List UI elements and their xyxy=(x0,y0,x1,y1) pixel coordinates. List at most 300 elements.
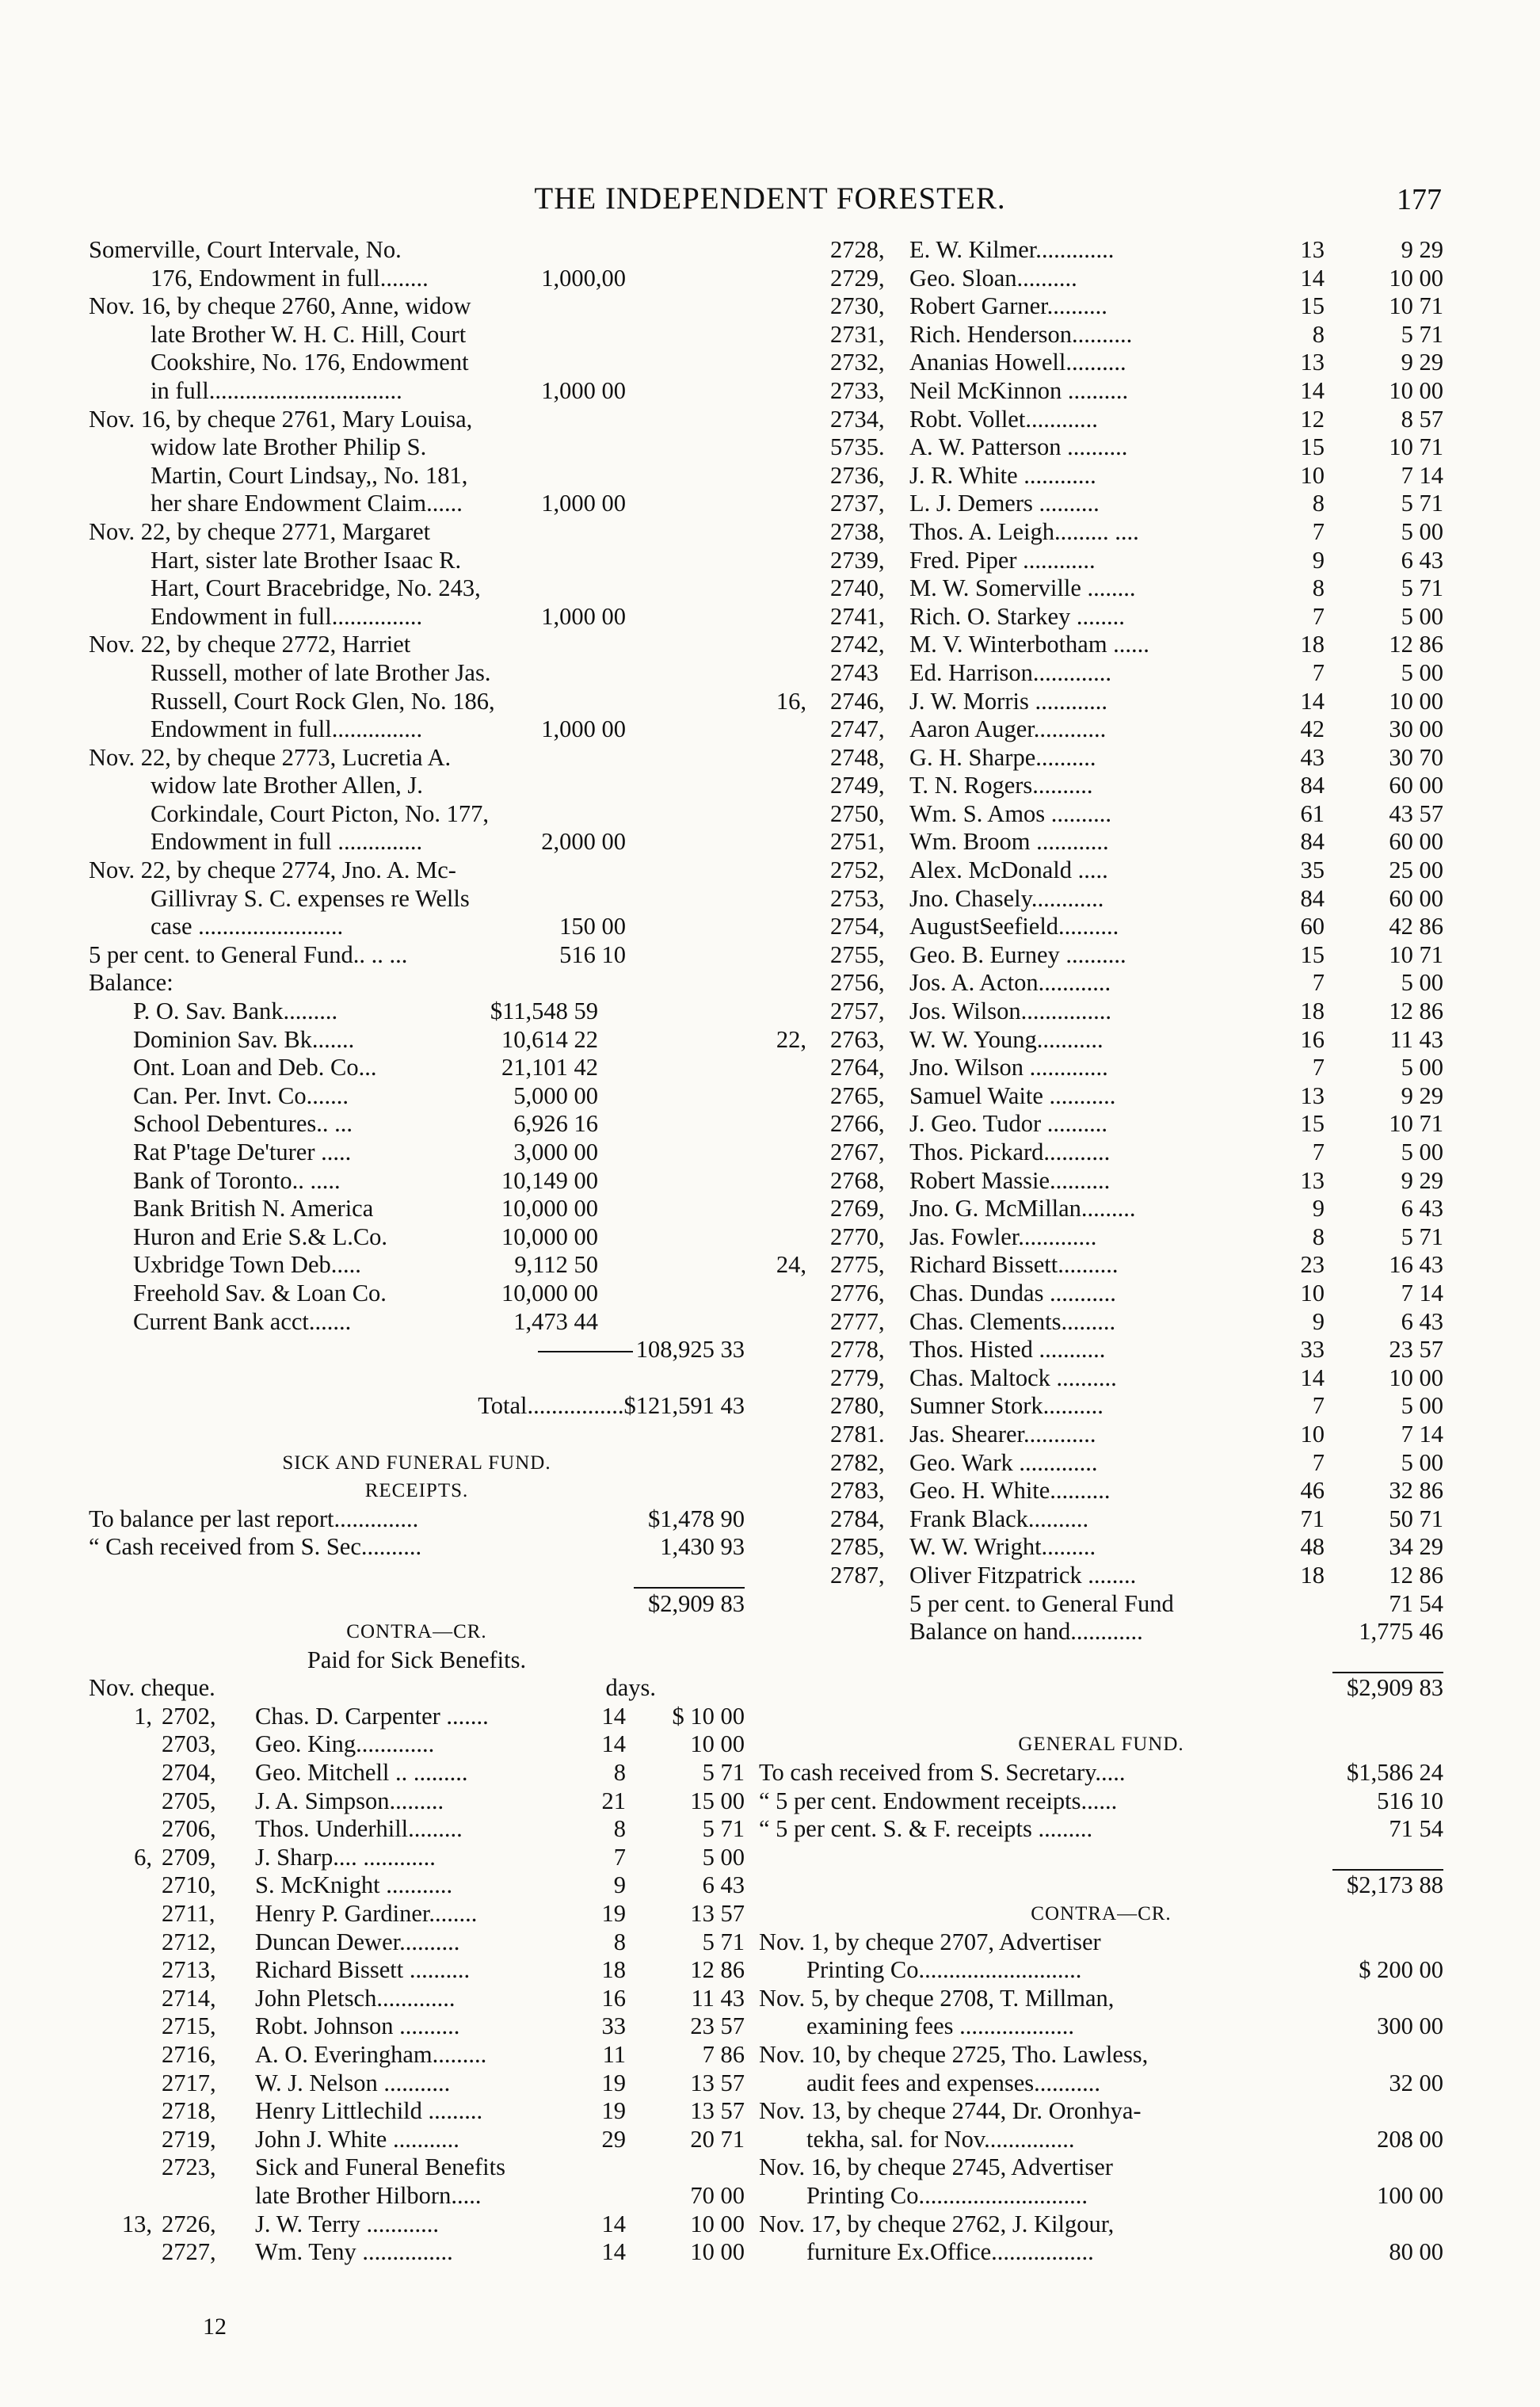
sick-fund-total: $2,909 83 xyxy=(1347,1674,1443,1702)
payment-row xyxy=(89,2126,745,2154)
member-name: John Pletsch............. xyxy=(255,1984,456,2012)
gf-payment-line xyxy=(759,2211,1443,2239)
payment-row xyxy=(759,1336,1443,1364)
cheque-number: 2765, xyxy=(830,1081,885,1109)
payment-amount: 9 29 xyxy=(1401,1166,1443,1194)
cheque-number: 2713, xyxy=(162,1956,216,1984)
payment-row xyxy=(89,2211,745,2239)
gf-payment-text: examining fees ................... xyxy=(806,2012,1074,2040)
days-count: 12 xyxy=(1300,405,1325,433)
sf-total-row xyxy=(759,1674,1443,1703)
receipt-amount: 1,430 93 xyxy=(660,1533,745,1561)
member-name: Thos. Histed ........... xyxy=(909,1336,1106,1364)
gf-payment-amount: 80 00 xyxy=(1389,2238,1443,2266)
cheque-number: 2709, xyxy=(162,1843,216,1871)
payment-row xyxy=(759,1562,1443,1590)
endowment-line xyxy=(89,603,745,631)
payment-row xyxy=(759,292,1443,321)
payment-amount: 8 57 xyxy=(1401,405,1443,433)
gf-receipt-row xyxy=(759,1787,1443,1816)
payment-amount: 10 00 xyxy=(1389,264,1443,292)
days-count: 23 xyxy=(1300,1251,1325,1279)
member-name: J. Sharp.... ............ xyxy=(255,1843,436,1871)
days-count: 18 xyxy=(1300,998,1325,1025)
summary-amount: 71 54 xyxy=(1389,1589,1443,1617)
payment-amount: 9 29 xyxy=(1401,349,1443,376)
balance-name: Huron and Erie S.& L.Co. xyxy=(133,1223,388,1250)
balance-row xyxy=(89,1251,745,1280)
payment-day: 6, xyxy=(134,1843,152,1871)
summary-row xyxy=(759,1590,1443,1619)
payment-row xyxy=(759,1533,1443,1562)
member-name: J. W. Terry ............ xyxy=(255,2210,439,2237)
payment-amount: 70 00 xyxy=(690,2181,745,2209)
payment-amount: 10 71 xyxy=(1389,433,1443,461)
payment-amount: 12 86 xyxy=(690,1956,745,1984)
member-name: M. V. Winterbotham ...... xyxy=(909,631,1149,658)
gf-receipt-amount: $1,586 24 xyxy=(1347,1759,1443,1787)
gf-payment-line xyxy=(759,1985,1443,2013)
payment-amount: 5 00 xyxy=(1401,1392,1443,1420)
payment-amount: 10 00 xyxy=(690,1730,745,1758)
endowment-text: Nov. 22, by cheque 2773, Lucretia A. xyxy=(89,743,452,771)
member-name: Jno. Chasely............ xyxy=(909,884,1104,912)
gf-payment-text: Printing Co............................ xyxy=(806,2181,1088,2209)
signature-mark: 12 xyxy=(203,2314,227,2340)
member-name: Sick and Funeral Benefits xyxy=(255,2153,505,2181)
member-name: AugustSeefield.......... xyxy=(909,913,1119,940)
payment-amount: 43 57 xyxy=(1389,799,1443,827)
payment-amount: 25 00 xyxy=(1389,856,1443,884)
payment-amount: 32 86 xyxy=(1389,1477,1443,1505)
cheque-number: 2763, xyxy=(830,1025,885,1053)
column-heads xyxy=(89,1674,745,1703)
payment-amount: 5 00 xyxy=(702,1843,745,1871)
days-count: 13 xyxy=(1300,1081,1325,1109)
days-count: 7 xyxy=(1312,1448,1325,1476)
days-count: 14 xyxy=(1300,687,1325,715)
endowment-text: Nov. 22, by cheque 2771, Margaret xyxy=(89,517,431,545)
cheque-number: 2711, xyxy=(162,1900,215,1928)
endowment-text: 5 per cent. to General Fund.. .. ... xyxy=(89,940,408,968)
payment-amount: 10 71 xyxy=(1389,940,1443,968)
general-fund-total: $2,173 88 xyxy=(1347,1871,1443,1899)
cheque-number: 2726, xyxy=(162,2210,216,2237)
member-name: Henry Littlechild ......... xyxy=(255,2097,483,2125)
member-name: A. O. Everingham......... xyxy=(255,2041,487,2068)
endowment-amount: 1,000,00 xyxy=(541,264,626,292)
days-count: 8 xyxy=(1312,574,1325,602)
gf-payment-amount: 300 00 xyxy=(1377,2012,1443,2040)
cheque-number: 2767, xyxy=(830,1139,885,1165)
days-count: 11 xyxy=(602,2041,626,2068)
payment-amount: 7 14 xyxy=(1401,1279,1443,1306)
balance-amount: 10,000 00 xyxy=(501,1195,598,1223)
gf-contra-title xyxy=(759,1900,1443,1928)
balance-amount: $11,548 59 xyxy=(490,998,598,1025)
gf-payment-text: Nov. 16, by cheque 2745, Advertiser xyxy=(759,2153,1113,2181)
member-name: Oliver Fitzpatrick ........ xyxy=(909,1561,1137,1589)
endowment-line xyxy=(89,265,745,293)
member-name: Jos. Wilson............... xyxy=(909,998,1111,1025)
balance-label xyxy=(89,969,745,998)
endowment-text: Somerville, Court Intervale, No. xyxy=(89,236,402,263)
cheque-number: 2727, xyxy=(162,2238,216,2266)
days-count: 8 xyxy=(613,1815,626,1843)
endowment-line xyxy=(89,236,745,265)
balance-total: 108,925 33 xyxy=(538,1336,745,1364)
page-header xyxy=(0,181,1540,228)
endowment-amount: 1,000 00 xyxy=(541,376,626,404)
payment-amount: 11 43 xyxy=(691,1984,745,2012)
balance-row xyxy=(89,1139,745,1167)
gf-receipt-label: “ 5 per cent. Endowment receipts...... xyxy=(759,1787,1118,1814)
days-count: 8 xyxy=(1312,1223,1325,1250)
endowment-text: Gillivray S. C. expenses re Wells xyxy=(151,884,470,912)
gf-receipt-amount: 71 54 xyxy=(1389,1815,1443,1843)
payment-amount: 5 00 xyxy=(1401,517,1443,545)
summary-label: 5 per cent. to General Fund xyxy=(909,1589,1174,1617)
payment-row xyxy=(759,377,1443,406)
payment-amount: 12 86 xyxy=(1389,1561,1443,1589)
payment-row xyxy=(759,462,1443,490)
payment-amount: 13 57 xyxy=(690,1900,745,1928)
general-fund-title xyxy=(759,1730,1443,1759)
endowment-line xyxy=(89,856,745,885)
payment-amount: $ 10 00 xyxy=(672,1702,745,1730)
payment-amount: 6 43 xyxy=(1401,546,1443,574)
days-count: 13 xyxy=(1300,236,1325,263)
leader-rule xyxy=(538,1351,633,1352)
member-name: Samuel Waite ........... xyxy=(909,1081,1116,1109)
days-count: 7 xyxy=(1312,658,1325,686)
cheque-number: 2736, xyxy=(830,461,885,489)
balance-name: Rat P'tage De'turer ..... xyxy=(133,1139,352,1165)
balance-name: Bank of Toronto.. ..... xyxy=(133,1166,341,1194)
cheque-number: 2752, xyxy=(830,856,885,884)
cheque-number: 2706, xyxy=(162,1815,216,1843)
cheque-number: 2742, xyxy=(830,631,885,658)
cheque-number: 2781. xyxy=(830,1420,885,1448)
member-name: Chas. Clements......... xyxy=(909,1307,1116,1335)
contra-heading: CONTRA—CR. xyxy=(346,1621,487,1643)
cheque-number: 2717, xyxy=(162,2069,216,2096)
payment-row xyxy=(759,1364,1443,1393)
payment-row xyxy=(759,913,1443,941)
total-rule xyxy=(1332,1869,1443,1871)
payment-amount: 42 86 xyxy=(1389,913,1443,940)
cheque-number: 2750, xyxy=(830,799,885,827)
payment-row xyxy=(89,2097,745,2126)
member-name: Rich. Henderson.......... xyxy=(909,320,1133,348)
payment-amount: 13 57 xyxy=(690,2069,745,2096)
endowment-text: Corkindale, Court Picton, No. 177, xyxy=(151,799,489,827)
days-count: 16 xyxy=(601,1984,626,2012)
payment-amount: 10 00 xyxy=(1389,687,1443,715)
balance-amount: 21,101 42 xyxy=(501,1054,598,1081)
days-count: 33 xyxy=(1300,1336,1325,1364)
cheque-number: 2779, xyxy=(830,1364,885,1391)
member-name: A. W. Patterson .......... xyxy=(909,433,1128,461)
payment-amount: 5 00 xyxy=(1401,1139,1443,1165)
payment-row xyxy=(759,659,1443,688)
balance-amount: 10,614 22 xyxy=(501,1025,598,1053)
payment-row xyxy=(759,1167,1443,1196)
balance-amount: 10,000 00 xyxy=(501,1223,598,1250)
endowment-text: Nov. 16, by cheque 2761, Mary Louisa, xyxy=(89,405,473,433)
payment-row xyxy=(759,265,1443,293)
cheque-number: 2748, xyxy=(830,743,885,771)
payment-row xyxy=(89,1956,745,1985)
grand-total-row xyxy=(89,1392,745,1421)
payment-row xyxy=(759,1195,1443,1223)
member-name: Richard Bissett .......... xyxy=(255,1956,471,1984)
payment-row xyxy=(759,406,1443,434)
endowment-amount: 516 10 xyxy=(559,940,626,968)
member-name: W. W. Wright......... xyxy=(909,1533,1096,1561)
days-count: 15 xyxy=(1300,433,1325,461)
days-count: 46 xyxy=(1300,1477,1325,1505)
days-count: 8 xyxy=(1312,320,1325,348)
balance-name: P. O. Sav. Bank......... xyxy=(133,998,338,1025)
days-count: 19 xyxy=(601,2097,626,2125)
balance-name: School Debentures.. ... xyxy=(133,1110,353,1138)
payment-amount: 5 71 xyxy=(702,1759,745,1787)
payment-day: 24, xyxy=(776,1251,806,1279)
payment-amount: 10 00 xyxy=(1389,1364,1443,1391)
total-rule xyxy=(634,1587,745,1589)
cheque-number: 2751, xyxy=(830,828,885,856)
sick-fund-heading: SICK AND FUNERAL FUND. xyxy=(282,1451,551,1474)
member-name: Jno. G. McMillan......... xyxy=(909,1195,1136,1223)
days-count: 14 xyxy=(601,2210,626,2237)
payment-amount: 5 00 xyxy=(1401,969,1443,997)
col-head-days: days. xyxy=(605,1674,656,1702)
member-name: W. J. Nelson ........... xyxy=(255,2069,451,2096)
endowment-line xyxy=(89,941,745,970)
cheque-number: 5735. xyxy=(830,433,885,461)
cheque-number: 2739, xyxy=(830,546,885,574)
cheque-number: 2734, xyxy=(830,405,885,433)
gf-payment-amount: $ 200 00 xyxy=(1359,1956,1443,1984)
payment-row xyxy=(89,1928,745,1957)
payment-row xyxy=(759,490,1443,518)
gf-payment-line xyxy=(759,2097,1443,2126)
days-count: 33 xyxy=(601,2012,626,2040)
days-count: 7 xyxy=(1312,969,1325,997)
grand-total: Total................$121,591 43 xyxy=(478,1392,745,1420)
cheque-number: 2769, xyxy=(830,1195,885,1223)
cheque-number: 2702, xyxy=(162,1702,216,1730)
payment-row xyxy=(759,856,1443,885)
gf-receipt-row xyxy=(759,1815,1443,1844)
payment-amount: 30 70 xyxy=(1389,743,1443,771)
balance-amount: 10,149 00 xyxy=(501,1166,598,1194)
member-name: E. W. Kilmer............. xyxy=(909,236,1115,263)
gf-payment-line xyxy=(759,2182,1443,2211)
member-name: Geo. King............. xyxy=(255,1730,435,1758)
member-name: Robert Garner.......... xyxy=(909,292,1107,320)
endowment-text: Nov. 22, by cheque 2774, Jno. A. Mc- xyxy=(89,856,456,884)
days-count: 10 xyxy=(1300,1420,1325,1448)
payment-amount: 5 71 xyxy=(702,1928,745,1955)
endowment-text: widow late Brother Philip S. xyxy=(151,433,427,461)
payment-row xyxy=(89,2069,745,2098)
cheque-number: 2738, xyxy=(830,517,885,545)
payment-day: 13, xyxy=(121,2210,152,2237)
endowment-line xyxy=(89,744,745,772)
gf-payment-amount: 208 00 xyxy=(1377,2125,1443,2153)
member-name: Wm. Broom ............ xyxy=(909,828,1109,856)
payment-row xyxy=(759,1026,1443,1055)
payment-row xyxy=(89,2041,745,2069)
gf-payment-text: Printing Co........................... xyxy=(806,1956,1082,1984)
cheque-number: 2723, xyxy=(162,2153,216,2181)
member-name: G. H. Sharpe.......... xyxy=(909,743,1096,771)
gf-receipt-amount: 516 10 xyxy=(1377,1787,1443,1814)
endowment-line xyxy=(89,631,745,659)
payment-amount: 34 29 xyxy=(1389,1533,1443,1561)
member-name: Fred. Piper ............ xyxy=(909,546,1096,574)
endowment-line xyxy=(89,828,745,856)
payment-row xyxy=(759,1139,1443,1167)
endowment-line xyxy=(89,715,745,744)
cheque-number: 2728, xyxy=(830,236,885,263)
gf-receipt-label: “ 5 per cent. S. & F. receipts ......... xyxy=(759,1815,1093,1843)
cheque-number: 2729, xyxy=(830,264,885,292)
endowment-text: in full................................ xyxy=(151,376,402,404)
payment-amount: 6 43 xyxy=(1401,1307,1443,1335)
page-number: 177 xyxy=(1397,183,1442,216)
member-name: Alex. McDonald ..... xyxy=(909,856,1108,884)
general-fund-heading: GENERAL FUND. xyxy=(1018,1734,1184,1756)
rule-row xyxy=(759,1844,1443,1872)
days-count: 7 xyxy=(1312,1392,1325,1420)
endowment-text: Cookshire, No. 176, Endowment xyxy=(151,349,469,376)
endowment-text: Endowment in full............... xyxy=(151,715,423,743)
balance-total-row xyxy=(89,1336,745,1364)
payment-row xyxy=(89,2012,745,2041)
gf-total-row xyxy=(759,1871,1443,1900)
member-name: Wm. Teny ............... xyxy=(255,2238,453,2266)
payment-row xyxy=(759,1505,1443,1534)
cheque-number: 2730, xyxy=(830,292,885,320)
member-name: J. Geo. Tudor .......... xyxy=(909,1110,1107,1138)
payment-row xyxy=(759,688,1443,716)
endowment-line xyxy=(89,406,745,434)
cheque-number: 2775, xyxy=(830,1251,885,1279)
rule-row xyxy=(759,1646,1443,1675)
member-name: Henry P. Gardiner........ xyxy=(255,1900,478,1928)
payment-amount: 7 14 xyxy=(1401,461,1443,489)
endowment-text: Endowment in full .............. xyxy=(151,828,423,856)
payment-amount: 10 71 xyxy=(1389,292,1443,320)
member-name: Chas. D. Carpenter ....... xyxy=(255,1702,489,1730)
receipts-title xyxy=(89,1477,745,1505)
endowment-text: Endowment in full............... xyxy=(151,602,423,630)
days-count: 15 xyxy=(1300,940,1325,968)
days-count: 7 xyxy=(1312,517,1325,545)
cheque-number: 2783, xyxy=(830,1477,885,1505)
endowment-text: late Brother W. H. C. Hill, Court xyxy=(151,320,467,348)
payment-row xyxy=(759,1308,1443,1337)
cheque-number: 2737, xyxy=(830,490,885,517)
payment-amount: 50 71 xyxy=(1389,1505,1443,1532)
days-count: 61 xyxy=(1300,799,1325,827)
payment-row xyxy=(89,1815,745,1844)
cheque-number: 2703, xyxy=(162,1730,216,1758)
gf-payment-line xyxy=(759,2238,1443,2267)
payment-row xyxy=(759,1392,1443,1421)
right-column xyxy=(759,236,1443,2267)
balance-row xyxy=(89,1082,745,1111)
gf-payment-amount: 100 00 xyxy=(1377,2181,1443,2209)
payment-row xyxy=(759,574,1443,603)
payment-amount: 20 71 xyxy=(690,2125,745,2153)
member-name: T. N. Rogers.......... xyxy=(909,772,1093,799)
endowment-amount: 150 00 xyxy=(559,913,626,940)
days-count: 16 xyxy=(1300,1025,1325,1053)
cheque-number: 2712, xyxy=(162,1928,216,1955)
days-count: 13 xyxy=(1300,1166,1325,1194)
receipt-row xyxy=(89,1533,745,1562)
payment-day: 1, xyxy=(134,1702,152,1730)
payment-amount: 16 43 xyxy=(1389,1251,1443,1279)
balance-name: Current Bank acct....... xyxy=(133,1307,352,1335)
days-count: 7 xyxy=(1312,1139,1325,1165)
gf-payment-text: furniture Ex.Office................. xyxy=(806,2238,1094,2266)
days-count: 19 xyxy=(601,2069,626,2096)
member-name: Geo. Mitchell .. ......... xyxy=(255,1759,468,1787)
payment-row xyxy=(759,941,1443,970)
receipt-label: “ Cash received from S. Sec.......... xyxy=(89,1533,422,1561)
days-count: 15 xyxy=(1300,1110,1325,1138)
gf-payment-text: tekha, sal. for Nov............... xyxy=(806,2125,1075,2153)
payment-amount: 7 14 xyxy=(1401,1420,1443,1448)
balance-label-text: Balance: xyxy=(89,969,173,997)
endowment-line xyxy=(89,913,745,941)
payment-amount: 12 86 xyxy=(1389,998,1443,1025)
payment-row xyxy=(759,885,1443,914)
days-count: 60 xyxy=(1300,913,1325,940)
summary-label: Balance on hand............ xyxy=(909,1618,1143,1646)
payment-row xyxy=(759,547,1443,575)
balance-row xyxy=(89,998,745,1026)
member-name: Robt. Johnson .......... xyxy=(255,2012,460,2040)
cheque-number: 2747, xyxy=(830,715,885,743)
endowment-text: Russell, mother of late Brother Jas. xyxy=(151,658,491,686)
balance-amount: 5,000 00 xyxy=(513,1081,598,1109)
days-count: 14 xyxy=(1300,264,1325,292)
payment-row xyxy=(759,1477,1443,1505)
balance-row xyxy=(89,1223,745,1252)
payment-amount: 5 71 xyxy=(1401,490,1443,517)
days-count: 9 xyxy=(1312,1307,1325,1335)
days-count: 48 xyxy=(1300,1533,1325,1561)
member-name: Rich. O. Starkey ........ xyxy=(909,602,1125,630)
gf-payment-line xyxy=(759,2126,1443,2154)
receipts-total-row xyxy=(89,1590,745,1619)
payment-row xyxy=(89,1871,745,1900)
days-count: 8 xyxy=(613,1928,626,1955)
days-count: 9 xyxy=(613,1871,626,1899)
endowment-text: widow late Brother Allen, J. xyxy=(151,772,423,799)
cheque-number: 2755, xyxy=(830,940,885,968)
balance-name: Ont. Loan and Deb. Co... xyxy=(133,1054,377,1081)
gf-payment-text: Nov. 13, by cheque 2744, Dr. Oronhya- xyxy=(759,2097,1142,2125)
days-count: 8 xyxy=(1312,490,1325,517)
endowment-line xyxy=(89,377,745,406)
